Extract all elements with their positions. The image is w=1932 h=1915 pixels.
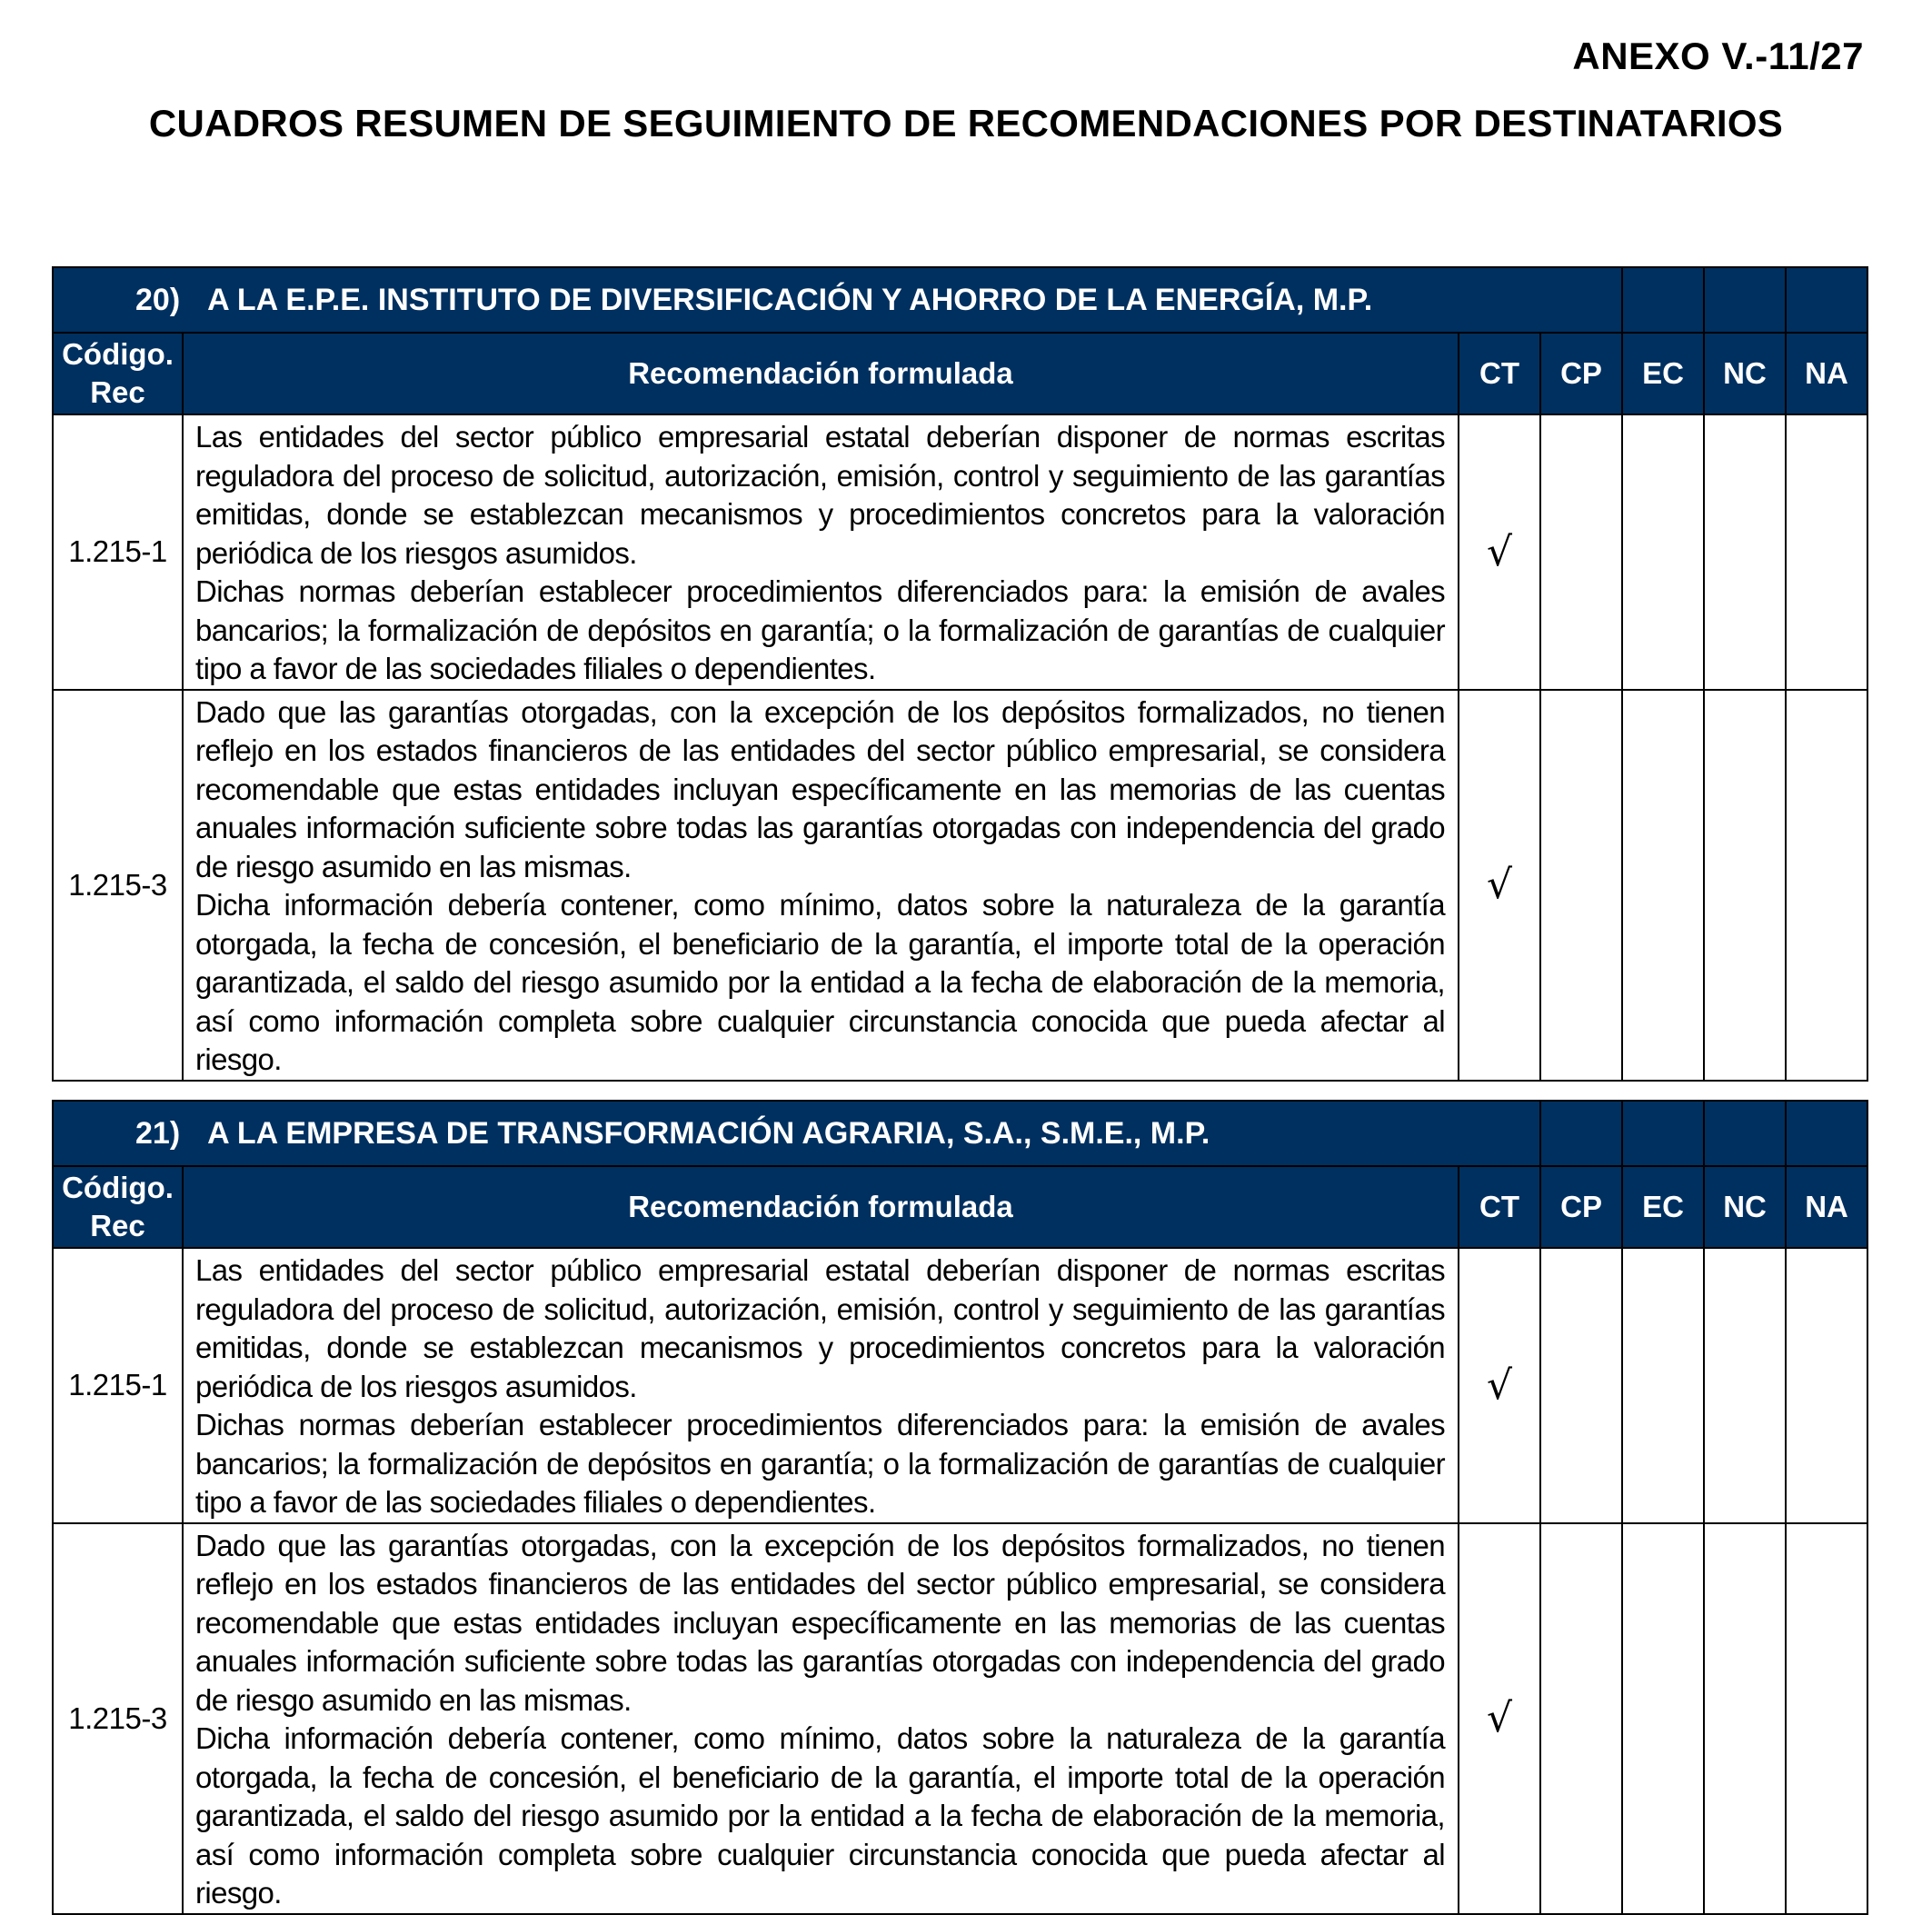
nc-cell	[1704, 414, 1786, 690]
rec-paragraph: Dicha información debería contener, como mínimo, datos sobre la naturaleza de la garantía otorgada, la fecha de concesión, el beneficiario de la garantía, el importe total de la operación garantizada, el saldo del riesgo asumido por la entidad a la fecha de elaboración de la memoria, así como información completa sobre cualquier circunstancia conocida que pueda afectar al riesgo.	[195, 1721, 1445, 1910]
rec-text	[183, 414, 1459, 690]
header-blank-cell	[1540, 1101, 1622, 1166]
col-header-ct: CT	[1459, 333, 1540, 414]
col-header-cp: CP	[1540, 333, 1622, 414]
rec-paragraph: Dichas normas deberían establecer procedimientos diferenciados para: la emisión de avales bancarios; la formalización de depósitos en garantía; o la formalización de garantías de cualquier tipo a favor de las sociedades filiales o dependientes.	[195, 1408, 1445, 1519]
nc-cell	[1704, 1523, 1786, 1914]
nc-cell	[1704, 1248, 1786, 1523]
section-title	[53, 1101, 1540, 1166]
header-blank-cell	[1786, 1101, 1867, 1166]
rec-paragraph: Las entidades del sector público empresarial estatal deberían disponer de normas escritas reguladora del proceso de solicitud, autorización, emisión, control y seguimiento de las garantías emitidas, donde se establezcan mecanismos y procedimientos concretos para la valoración periódica de los riesgos asumidos.	[195, 1253, 1445, 1403]
section-name: A LA E.P.E. INSTITUTO DE DIVERSIFICACIÓN Y AHORRO DE LA ENERGÍA, M.P.	[207, 283, 1373, 317]
ec-cell	[1622, 1248, 1704, 1523]
na-cell	[1786, 1248, 1867, 1523]
ct-check-mark: √	[1459, 1248, 1540, 1523]
section-number: 21)	[135, 1116, 181, 1151]
col-header-nc: NC	[1704, 333, 1786, 414]
section-name: A LA EMPRESA DE TRANSFORMACIÓN AGRARIA, S.A., S.M.E., M.P.	[207, 1116, 1210, 1151]
ct-check-mark: √	[1459, 414, 1540, 690]
col-header-code: Código. Rec	[53, 1166, 183, 1248]
column-header-row	[53, 1166, 1867, 1248]
cp-cell	[1540, 1523, 1622, 1914]
col-header-nc: NC	[1704, 1166, 1786, 1248]
ec-cell	[1622, 1523, 1704, 1914]
col-header-ec: EC	[1622, 333, 1704, 414]
col-header-ct: CT	[1459, 1166, 1540, 1248]
rec-code: 1.215-3	[53, 690, 183, 1081]
ct-check-mark: √	[1459, 1523, 1540, 1914]
rec-paragraph: Dicha información debería contener, como mínimo, datos sobre la naturaleza de la garantía otorgada, la fecha de concesión, el beneficiario de la garantía, el importe total de la operación garantizada, el saldo del riesgo asumido por la entidad a la fecha de elaboración de la memoria, así como información completa sobre cualquier circunstancia conocida que pueda afectar al riesgo.	[195, 888, 1445, 1076]
rec-paragraph: Dado que las garantías otorgadas, con la excepción de los depósitos formalizados, no tienen reflejo en los estados financieros de las entidades del sector público empresarial, se considera recomendable que estas entidades incluyan específicamente en las memorias de las cuentas anuales información suficiente sobre todas las garantías otorgadas con independencia del grado de riesgo asumido en las mismas.	[195, 694, 1445, 883]
cp-cell	[1540, 414, 1622, 690]
rec-paragraph: Dichas normas deberían establecer procedimientos diferenciados para: la emisión de avales bancarios; la formalización de depósitos en garantía; o la formalización de garantías de cualquier tipo a favor de las sociedades filiales o dependientes.	[195, 574, 1445, 685]
recommendations-table-21	[52, 1100, 1868, 1915]
rec-paragraph: Dado que las garantías otorgadas, con la excepción de los depósitos formalizados, no tienen reflejo en los estados financieros de las entidades del sector público empresarial, se considera recomendable que estas entidades incluyan específicamente en las memorias de las cuentas anuales información suficiente sobre todas las garantías otorgadas con independencia del grado de riesgo asumido en las mismas.	[195, 1528, 1445, 1717]
annex-label: ANEXO V.-11/27	[1572, 35, 1864, 77]
recommendations-table-20	[52, 266, 1868, 1082]
section-title	[53, 267, 1622, 333]
col-header-ec: EC	[1622, 1166, 1704, 1248]
col-header-code: Código. Rec	[53, 333, 183, 414]
header-blank-cell	[1622, 1101, 1704, 1166]
column-header-row	[53, 333, 1867, 414]
table-row	[53, 690, 1867, 1081]
na-cell	[1786, 414, 1867, 690]
col-header-recommendation: Recomendación formulada	[183, 333, 1459, 414]
nc-cell	[1704, 690, 1786, 1081]
section-header-row	[53, 1101, 1867, 1166]
table-row	[53, 1523, 1867, 1914]
rec-code: 1.215-1	[53, 1248, 183, 1523]
rec-code: 1.215-1	[53, 414, 183, 690]
rec-paragraph: Las entidades del sector público empresarial estatal deberían disponer de normas escritas reguladora del proceso de solicitud, autorización, emisión, control y seguimiento de las garantías emitidas, donde se establezcan mecanismos y procedimientos concretos para la valoración periódica de los riesgos asumidos.	[195, 420, 1445, 570]
rec-text	[183, 1248, 1459, 1523]
ec-cell	[1622, 690, 1704, 1081]
na-cell	[1786, 1523, 1867, 1914]
header-blank-cell	[1704, 1101, 1786, 1166]
col-header-na: NA	[1786, 1166, 1867, 1248]
header-blank-cell	[1786, 267, 1867, 333]
table-row	[53, 1248, 1867, 1523]
rec-text	[183, 1523, 1459, 1914]
header-blank-cell	[1622, 267, 1704, 333]
page-title: CUADROS RESUMEN DE SEGUIMIENTO DE RECOMENDACIONES POR DESTINATARIOS	[148, 102, 1784, 145]
header-blank-cell	[1704, 267, 1786, 333]
section-header-row	[53, 267, 1867, 333]
col-header-na: NA	[1786, 333, 1867, 414]
cp-cell	[1540, 1248, 1622, 1523]
section-number: 20)	[135, 283, 181, 317]
col-header-cp: CP	[1540, 1166, 1622, 1248]
cp-cell	[1540, 690, 1622, 1081]
rec-text	[183, 690, 1459, 1081]
na-cell	[1786, 690, 1867, 1081]
rec-code: 1.215-3	[53, 1523, 183, 1914]
ec-cell	[1622, 414, 1704, 690]
ct-check-mark: √	[1459, 690, 1540, 1081]
table-row	[53, 414, 1867, 690]
col-header-recommendation: Recomendación formulada	[183, 1166, 1459, 1248]
